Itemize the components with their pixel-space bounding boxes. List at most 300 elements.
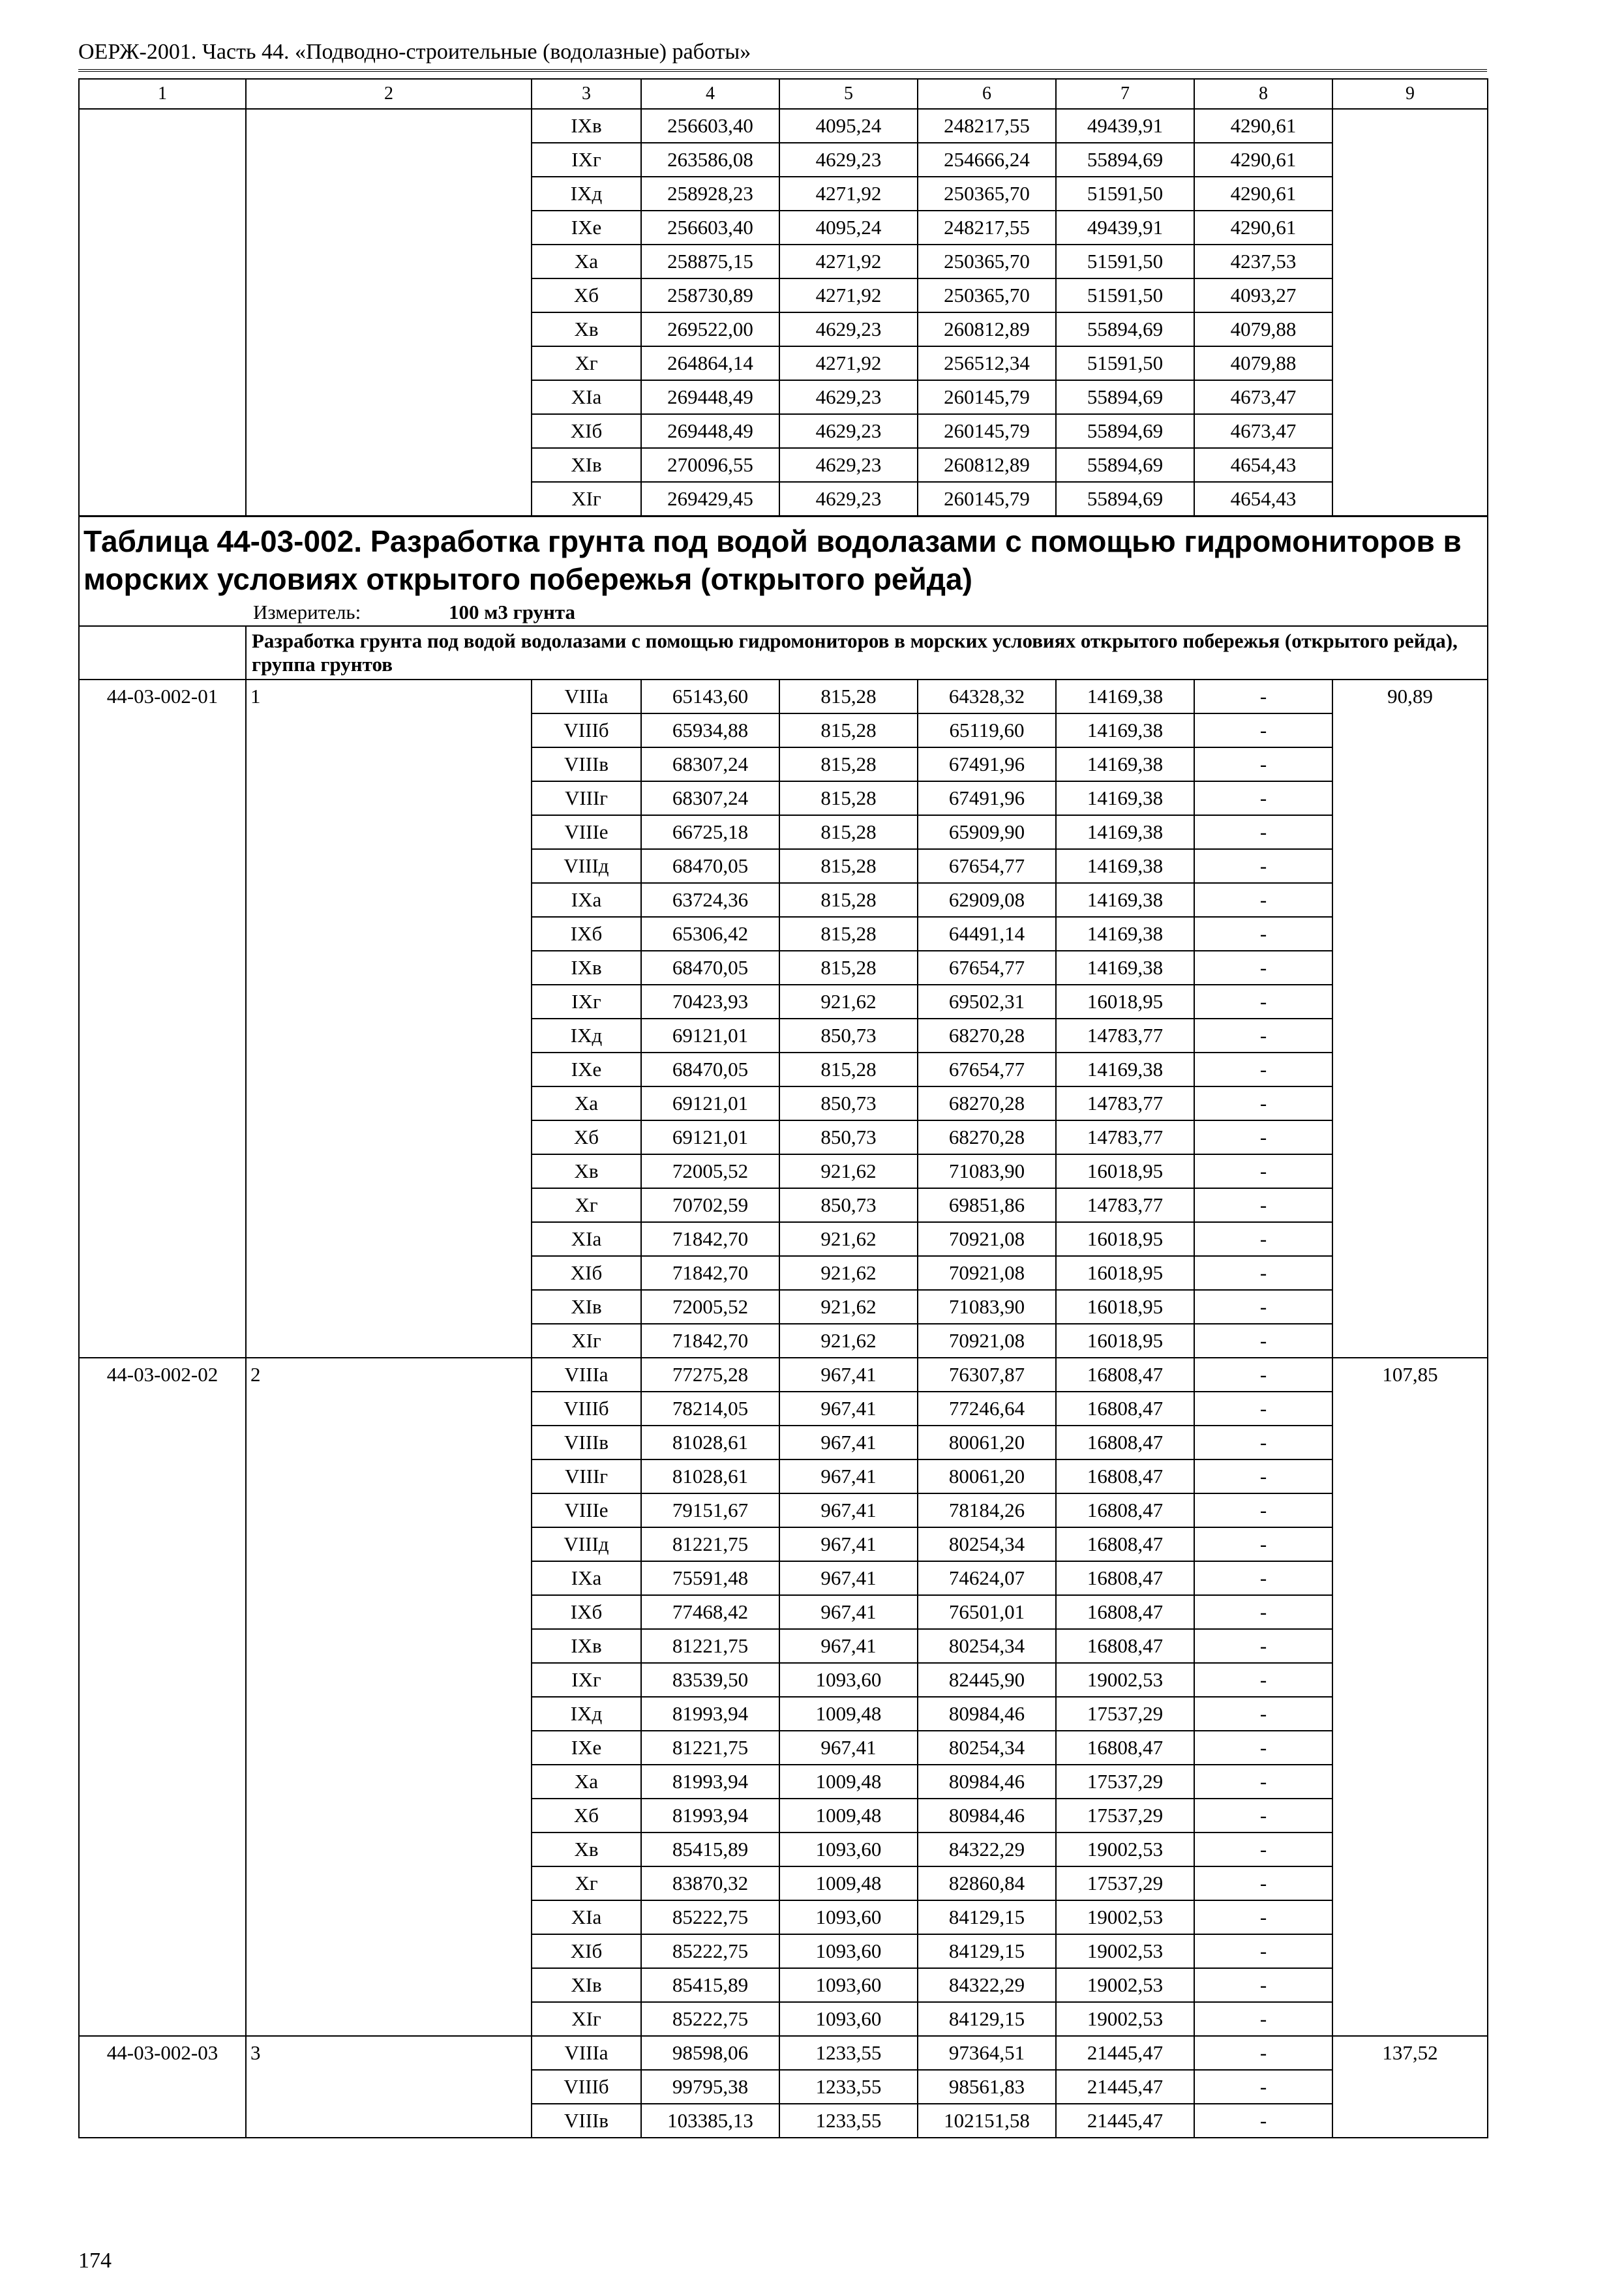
value-cell: 84322,29 — [918, 1968, 1056, 2002]
soil-group-cell: Xг — [532, 1866, 641, 1900]
value-cell: - — [1194, 2104, 1332, 2138]
value-cell: 65119,60 — [918, 713, 1056, 747]
soil-group-cell: VIIIб — [532, 1392, 641, 1426]
value-cell: - — [1194, 1968, 1332, 2002]
value-cell: 14169,38 — [1056, 951, 1194, 985]
value-cell: - — [1194, 1595, 1332, 1629]
value-cell: 19002,53 — [1056, 2002, 1194, 2036]
column-number: 2 — [246, 79, 532, 109]
value-cell: 69121,01 — [641, 1120, 779, 1154]
value-cell: 102151,58 — [918, 2104, 1056, 2138]
soil-group-cell: IXв — [532, 951, 641, 985]
value-cell: - — [1194, 883, 1332, 917]
value-cell: 80984,46 — [918, 1697, 1056, 1731]
value-cell: 65909,90 — [918, 815, 1056, 849]
value-cell: 256603,40 — [641, 211, 779, 245]
value-cell: 84129,15 — [918, 1934, 1056, 1968]
column-number-row — [79, 79, 1488, 109]
value-cell: - — [1194, 1866, 1332, 1900]
value-cell: 14169,38 — [1056, 747, 1194, 781]
value-cell: 1233,55 — [779, 2104, 918, 2138]
value-cell: 1233,55 — [779, 2070, 918, 2104]
value-cell: 51591,50 — [1056, 245, 1194, 278]
value-cell: 16808,47 — [1056, 1527, 1194, 1561]
value-cell: 921,62 — [779, 1290, 918, 1324]
value-cell: 55894,69 — [1056, 482, 1194, 516]
column-number: 6 — [918, 79, 1056, 109]
value-cell: - — [1194, 1799, 1332, 1833]
value-cell: 85222,75 — [641, 2002, 779, 2036]
value-cell: 16808,47 — [1056, 1358, 1194, 1392]
value-cell: 260145,79 — [918, 380, 1056, 414]
soil-group-cell: VIIIд — [532, 1527, 641, 1561]
value-cell: 4095,24 — [779, 109, 918, 143]
value-cell: 16018,95 — [1056, 1290, 1194, 1324]
value-cell: 21445,47 — [1056, 2104, 1194, 2138]
value-cell: 4673,47 — [1194, 380, 1332, 414]
value-cell: 84129,15 — [918, 1900, 1056, 1934]
value-cell: 4290,61 — [1194, 143, 1332, 177]
value-cell: 19002,53 — [1056, 1934, 1194, 1968]
value-cell: 967,41 — [779, 1459, 918, 1493]
table-row — [79, 1358, 1488, 1392]
value-cell: 967,41 — [779, 1595, 918, 1629]
soil-group-cell: IXг — [532, 985, 641, 1019]
value-cell: - — [1194, 781, 1332, 815]
soil-group-cell: VIIIа — [532, 1358, 641, 1392]
soil-group-cell: IXд — [532, 1019, 641, 1053]
value-cell: 1009,48 — [779, 1866, 918, 1900]
measure-value: 100 м3 грунта — [449, 601, 575, 623]
value-cell: - — [1194, 1765, 1332, 1799]
value-cell: 1093,60 — [779, 1968, 918, 2002]
value-cell: 17537,29 — [1056, 1697, 1194, 1731]
measure-cell — [79, 599, 1488, 626]
value-cell: 14169,38 — [1056, 815, 1194, 849]
value-cell: 81221,75 — [641, 1731, 779, 1765]
soil-group-cell: IXа — [532, 1561, 641, 1595]
soil-group-cell: Xв — [532, 1154, 641, 1188]
value-cell: 269448,49 — [641, 414, 779, 448]
value-cell: - — [1194, 1086, 1332, 1120]
value-cell: 967,41 — [779, 1426, 918, 1459]
page-header: ОЕРЖ-2001. Часть 44. «Подводно-строительные (водолазные) работы» — [78, 38, 1487, 72]
soil-group-cell: Xб — [532, 1799, 641, 1833]
col9-value: 90,89 — [1332, 680, 1488, 1358]
col9-cell — [1332, 109, 1488, 516]
soil-group-cell: IXа — [532, 883, 641, 917]
soil-group-cell: Xа — [532, 1765, 641, 1799]
value-cell: 81993,94 — [641, 1697, 779, 1731]
value-cell: 65934,88 — [641, 713, 779, 747]
soil-group-cell: IXд — [532, 177, 641, 211]
value-cell: 16808,47 — [1056, 1392, 1194, 1426]
value-cell: 256603,40 — [641, 109, 779, 143]
soil-group-cell: XIв — [532, 1290, 641, 1324]
value-cell: 1093,60 — [779, 1663, 918, 1697]
rate-code: 44-03-002-02 — [79, 1358, 246, 2036]
soil-group-cell: XIг — [532, 1324, 641, 1358]
value-cell: 67491,96 — [918, 747, 1056, 781]
value-cell: 68270,28 — [918, 1120, 1056, 1154]
value-cell: 78184,26 — [918, 1493, 1056, 1527]
col9-value: 107,85 — [1332, 1358, 1488, 2036]
value-cell: 1009,48 — [779, 1697, 918, 1731]
value-cell: 4629,23 — [779, 380, 918, 414]
value-cell: 263586,08 — [641, 143, 779, 177]
soil-group-cell: IXг — [532, 1663, 641, 1697]
value-cell: 4629,23 — [779, 312, 918, 346]
rates-table-body — [79, 79, 1488, 2138]
value-cell: - — [1194, 1053, 1332, 1086]
value-cell: 76501,01 — [918, 1595, 1056, 1629]
value-cell: 99795,38 — [641, 2070, 779, 2104]
value-cell: 16808,47 — [1056, 1561, 1194, 1595]
soil-group-cell: IXе — [532, 1053, 641, 1086]
value-cell: 16808,47 — [1056, 1595, 1194, 1629]
value-cell: 850,73 — [779, 1188, 918, 1222]
soil-group-cell: XIг — [532, 2002, 641, 2036]
value-cell: 921,62 — [779, 1222, 918, 1256]
value-cell: 921,62 — [779, 1154, 918, 1188]
table-row — [79, 109, 1488, 143]
value-cell: 815,28 — [779, 680, 918, 713]
value-cell: 55894,69 — [1056, 380, 1194, 414]
value-cell: 14169,38 — [1056, 883, 1194, 917]
value-cell: - — [1194, 1154, 1332, 1188]
value-cell: 250365,70 — [918, 177, 1056, 211]
soil-group-cell: Xв — [532, 312, 641, 346]
table-row — [79, 680, 1488, 713]
value-cell: 21445,47 — [1056, 2036, 1194, 2070]
table-title: Таблица 44-03-002. Разработка грунта под водой водолазами с помощью гидромониторов в морских условиях открытого побережья (открытого рейда) — [79, 516, 1488, 600]
value-cell: 71083,90 — [918, 1154, 1056, 1188]
value-cell: 1093,60 — [779, 2002, 918, 2036]
value-cell: 83539,50 — [641, 1663, 779, 1697]
soil-group-cell: XIв — [532, 448, 641, 482]
column-number: 3 — [532, 79, 641, 109]
value-cell: 17537,29 — [1056, 1799, 1194, 1833]
value-cell: 85415,89 — [641, 1833, 779, 1866]
value-cell: 70921,08 — [918, 1256, 1056, 1290]
value-cell: - — [1194, 1290, 1332, 1324]
soil-group-cell: VIIIб — [532, 2070, 641, 2104]
value-cell: 81993,94 — [641, 1765, 779, 1799]
value-cell: - — [1194, 1426, 1332, 1459]
soil-group-cell: VIIIв — [532, 747, 641, 781]
value-cell: 85415,89 — [641, 1968, 779, 2002]
value-cell: 68307,24 — [641, 747, 779, 781]
value-cell: 269522,00 — [641, 312, 779, 346]
soil-group-cell: IXд — [532, 1697, 641, 1731]
value-cell: 83870,32 — [641, 1866, 779, 1900]
value-cell: 72005,52 — [641, 1154, 779, 1188]
value-cell: 79151,67 — [641, 1493, 779, 1527]
value-cell: 77468,42 — [641, 1595, 779, 1629]
soil-group-cell: Xб — [532, 1120, 641, 1154]
value-cell: 1093,60 — [779, 1934, 918, 1968]
value-cell: 815,28 — [779, 815, 918, 849]
code-cell — [79, 109, 246, 516]
rate-code: 44-03-002-01 — [79, 680, 246, 1358]
value-cell: - — [1194, 985, 1332, 1019]
value-cell: 269448,49 — [641, 380, 779, 414]
value-cell: 81221,75 — [641, 1629, 779, 1663]
value-cell: 4271,92 — [779, 245, 918, 278]
value-cell: 1093,60 — [779, 1900, 918, 1934]
table-title-row — [79, 516, 1488, 600]
value-cell: - — [1194, 1561, 1332, 1595]
value-cell: - — [1194, 1188, 1332, 1222]
soil-group-cell: IXв — [532, 1629, 641, 1663]
value-cell: 66725,18 — [641, 815, 779, 849]
value-cell: 68270,28 — [918, 1086, 1056, 1120]
soil-group-cell: XIб — [532, 414, 641, 448]
soil-group-cell: XIа — [532, 1222, 641, 1256]
value-cell: 19002,53 — [1056, 1833, 1194, 1866]
value-cell: 16018,95 — [1056, 1154, 1194, 1188]
soil-group-cell: Xб — [532, 278, 641, 312]
value-cell: 97364,51 — [918, 2036, 1056, 2070]
value-cell: 1233,55 — [779, 2036, 918, 2070]
value-cell: 260812,89 — [918, 448, 1056, 482]
value-cell: 80984,46 — [918, 1765, 1056, 1799]
value-cell: 14783,77 — [1056, 1188, 1194, 1222]
value-cell: 17537,29 — [1056, 1765, 1194, 1799]
value-cell: 67654,77 — [918, 1053, 1056, 1086]
value-cell: 70423,93 — [641, 985, 779, 1019]
value-cell: 4654,43 — [1194, 448, 1332, 482]
value-cell: 84129,15 — [918, 2002, 1056, 2036]
value-cell: 4629,23 — [779, 482, 918, 516]
col9-value: 137,52 — [1332, 2036, 1488, 2138]
value-cell: 80984,46 — [918, 1799, 1056, 1833]
soil-group-cell: Xа — [532, 1086, 641, 1120]
value-cell: - — [1194, 747, 1332, 781]
soil-group-cell: VIIIг — [532, 781, 641, 815]
soil-group-cell: VIIIа — [532, 2036, 641, 2070]
value-cell: 71842,70 — [641, 1324, 779, 1358]
value-cell: 76307,87 — [918, 1358, 1056, 1392]
value-cell: 65143,60 — [641, 680, 779, 713]
value-cell: 258928,23 — [641, 177, 779, 211]
value-cell: 69502,31 — [918, 985, 1056, 1019]
value-cell: 815,28 — [779, 849, 918, 883]
value-cell: 4673,47 — [1194, 414, 1332, 448]
value-cell: 49439,91 — [1056, 109, 1194, 143]
value-cell: 850,73 — [779, 1120, 918, 1154]
value-cell: 4290,61 — [1194, 177, 1332, 211]
value-cell: 71083,90 — [918, 1290, 1056, 1324]
value-cell: 64491,14 — [918, 917, 1056, 951]
value-cell: 254666,24 — [918, 143, 1056, 177]
value-cell: 81993,94 — [641, 1799, 779, 1833]
value-cell: 80254,34 — [918, 1629, 1056, 1663]
value-cell: - — [1194, 1527, 1332, 1561]
value-cell: 14783,77 — [1056, 1019, 1194, 1053]
value-cell: 815,28 — [779, 781, 918, 815]
value-cell: 4271,92 — [779, 346, 918, 380]
value-cell: - — [1194, 1256, 1332, 1290]
table-row — [79, 2036, 1488, 2070]
page-number: 174 — [78, 2249, 112, 2273]
value-cell: 55894,69 — [1056, 312, 1194, 346]
value-cell: 269429,45 — [641, 482, 779, 516]
soil-group-cell: VIIIд — [532, 849, 641, 883]
value-cell: 16018,95 — [1056, 985, 1194, 1019]
soil-group-cell: IXб — [532, 917, 641, 951]
value-cell: 21445,47 — [1056, 2070, 1194, 2104]
value-cell: 55894,69 — [1056, 414, 1194, 448]
value-cell: 84322,29 — [918, 1833, 1056, 1866]
value-cell: 14783,77 — [1056, 1086, 1194, 1120]
value-cell: 16018,95 — [1056, 1256, 1194, 1290]
value-cell: 63724,36 — [641, 883, 779, 917]
value-cell: 260145,79 — [918, 414, 1056, 448]
value-cell: 80061,20 — [918, 1459, 1056, 1493]
value-cell: 4629,23 — [779, 143, 918, 177]
value-cell: 19002,53 — [1056, 1968, 1194, 2002]
value-cell: - — [1194, 1493, 1332, 1527]
value-cell: - — [1194, 2002, 1332, 2036]
value-cell: - — [1194, 1629, 1332, 1663]
value-cell: 85222,75 — [641, 1900, 779, 1934]
value-cell: 14169,38 — [1056, 713, 1194, 747]
value-cell: 98598,06 — [641, 2036, 779, 2070]
value-cell: 4237,53 — [1194, 245, 1332, 278]
value-cell: 68470,05 — [641, 849, 779, 883]
value-cell: 16018,95 — [1056, 1324, 1194, 1358]
value-cell: - — [1194, 1833, 1332, 1866]
value-cell: 248217,55 — [918, 109, 1056, 143]
soil-group-cell: IXб — [532, 1595, 641, 1629]
value-cell: 51591,50 — [1056, 346, 1194, 380]
value-cell: 815,28 — [779, 713, 918, 747]
soil-group-cell: IXе — [532, 211, 641, 245]
soil-group-cell: VIIIв — [532, 1426, 641, 1459]
value-cell: 967,41 — [779, 1358, 918, 1392]
value-cell: 850,73 — [779, 1019, 918, 1053]
name-cell — [246, 109, 532, 516]
value-cell: - — [1194, 1324, 1332, 1358]
value-cell: 98561,83 — [918, 2070, 1056, 2104]
column-number: 5 — [779, 79, 918, 109]
value-cell: 1009,48 — [779, 1799, 918, 1833]
value-cell: 4271,92 — [779, 177, 918, 211]
value-cell: - — [1194, 713, 1332, 747]
value-cell: 14169,38 — [1056, 781, 1194, 815]
soil-group-cell: XIг — [532, 482, 641, 516]
soil-group-cell: XIб — [532, 1934, 641, 1968]
value-cell: 967,41 — [779, 1561, 918, 1595]
value-cell: 967,41 — [779, 1493, 918, 1527]
value-cell: - — [1194, 1459, 1332, 1493]
value-cell: 64328,32 — [918, 680, 1056, 713]
value-cell: 4290,61 — [1194, 109, 1332, 143]
value-cell: 14169,38 — [1056, 1053, 1194, 1086]
soil-group-cell: VIIIа — [532, 680, 641, 713]
value-cell: - — [1194, 951, 1332, 985]
value-cell: 270096,55 — [641, 448, 779, 482]
rate-name: 2 — [246, 1358, 532, 2036]
value-cell: - — [1194, 1120, 1332, 1154]
soil-group-cell: XIв — [532, 1968, 641, 2002]
value-cell: 258730,89 — [641, 278, 779, 312]
value-cell: - — [1194, 1934, 1332, 1968]
value-cell: 967,41 — [779, 1731, 918, 1765]
value-cell: 65306,42 — [641, 917, 779, 951]
value-cell: 55894,69 — [1056, 143, 1194, 177]
value-cell: - — [1194, 917, 1332, 951]
value-cell: 4629,23 — [779, 414, 918, 448]
value-cell: 74624,07 — [918, 1561, 1056, 1595]
soil-group-cell: Xа — [532, 245, 641, 278]
measure-row — [79, 599, 1488, 626]
value-cell: 4654,43 — [1194, 482, 1332, 516]
value-cell: - — [1194, 1731, 1332, 1765]
value-cell: 19002,53 — [1056, 1900, 1194, 1934]
value-cell: 14169,38 — [1056, 917, 1194, 951]
soil-group-cell: VIIIг — [532, 1459, 641, 1493]
value-cell: - — [1194, 1358, 1332, 1392]
soil-group-cell: Xг — [532, 346, 641, 380]
value-cell: 82860,84 — [918, 1866, 1056, 1900]
value-cell: 55894,69 — [1056, 448, 1194, 482]
value-cell: 67654,77 — [918, 849, 1056, 883]
value-cell: 16808,47 — [1056, 1426, 1194, 1459]
soil-group-cell: VIIIе — [532, 1493, 641, 1527]
soil-group-cell: IXв — [532, 109, 641, 143]
value-cell: 16808,47 — [1056, 1459, 1194, 1493]
value-cell: 1009,48 — [779, 1765, 918, 1799]
value-cell: 815,28 — [779, 917, 918, 951]
value-cell: 68307,24 — [641, 781, 779, 815]
value-cell: 70921,08 — [918, 1324, 1056, 1358]
value-cell: - — [1194, 2036, 1332, 2070]
value-cell: - — [1194, 680, 1332, 713]
value-cell: - — [1194, 815, 1332, 849]
value-cell: 78214,05 — [641, 1392, 779, 1426]
column-number: 8 — [1194, 79, 1332, 109]
soil-group-cell: XIб — [532, 1256, 641, 1290]
soil-group-cell: VIIIв — [532, 2104, 641, 2138]
value-cell: 4290,61 — [1194, 211, 1332, 245]
value-cell: 4271,92 — [779, 278, 918, 312]
value-cell: 815,28 — [779, 747, 918, 781]
value-cell: 71842,70 — [641, 1256, 779, 1290]
value-cell: 67654,77 — [918, 951, 1056, 985]
value-cell: - — [1194, 849, 1332, 883]
subtitle-row — [79, 626, 1488, 680]
value-cell: - — [1194, 2070, 1332, 2104]
soil-group-cell: Xг — [532, 1188, 641, 1222]
value-cell: 70702,59 — [641, 1188, 779, 1222]
value-cell: 62909,08 — [918, 883, 1056, 917]
value-cell: 16808,47 — [1056, 1731, 1194, 1765]
column-number: 9 — [1332, 79, 1488, 109]
value-cell: 16018,95 — [1056, 1222, 1194, 1256]
rate-name: 3 — [246, 2036, 532, 2138]
value-cell: 81028,61 — [641, 1426, 779, 1459]
value-cell: 81221,75 — [641, 1527, 779, 1561]
value-cell: 71842,70 — [641, 1222, 779, 1256]
value-cell: 70921,08 — [918, 1222, 1056, 1256]
section-subtitle: Разработка грунта под водой водолазами с помощью гидромониторов в морских условиях открытого побережья (открытого рейда), группа грунтов — [246, 626, 1488, 680]
rate-name: 1 — [246, 680, 532, 1358]
value-cell: 82445,90 — [918, 1663, 1056, 1697]
value-cell: 49439,91 — [1056, 211, 1194, 245]
value-cell: 1093,60 — [779, 1833, 918, 1866]
